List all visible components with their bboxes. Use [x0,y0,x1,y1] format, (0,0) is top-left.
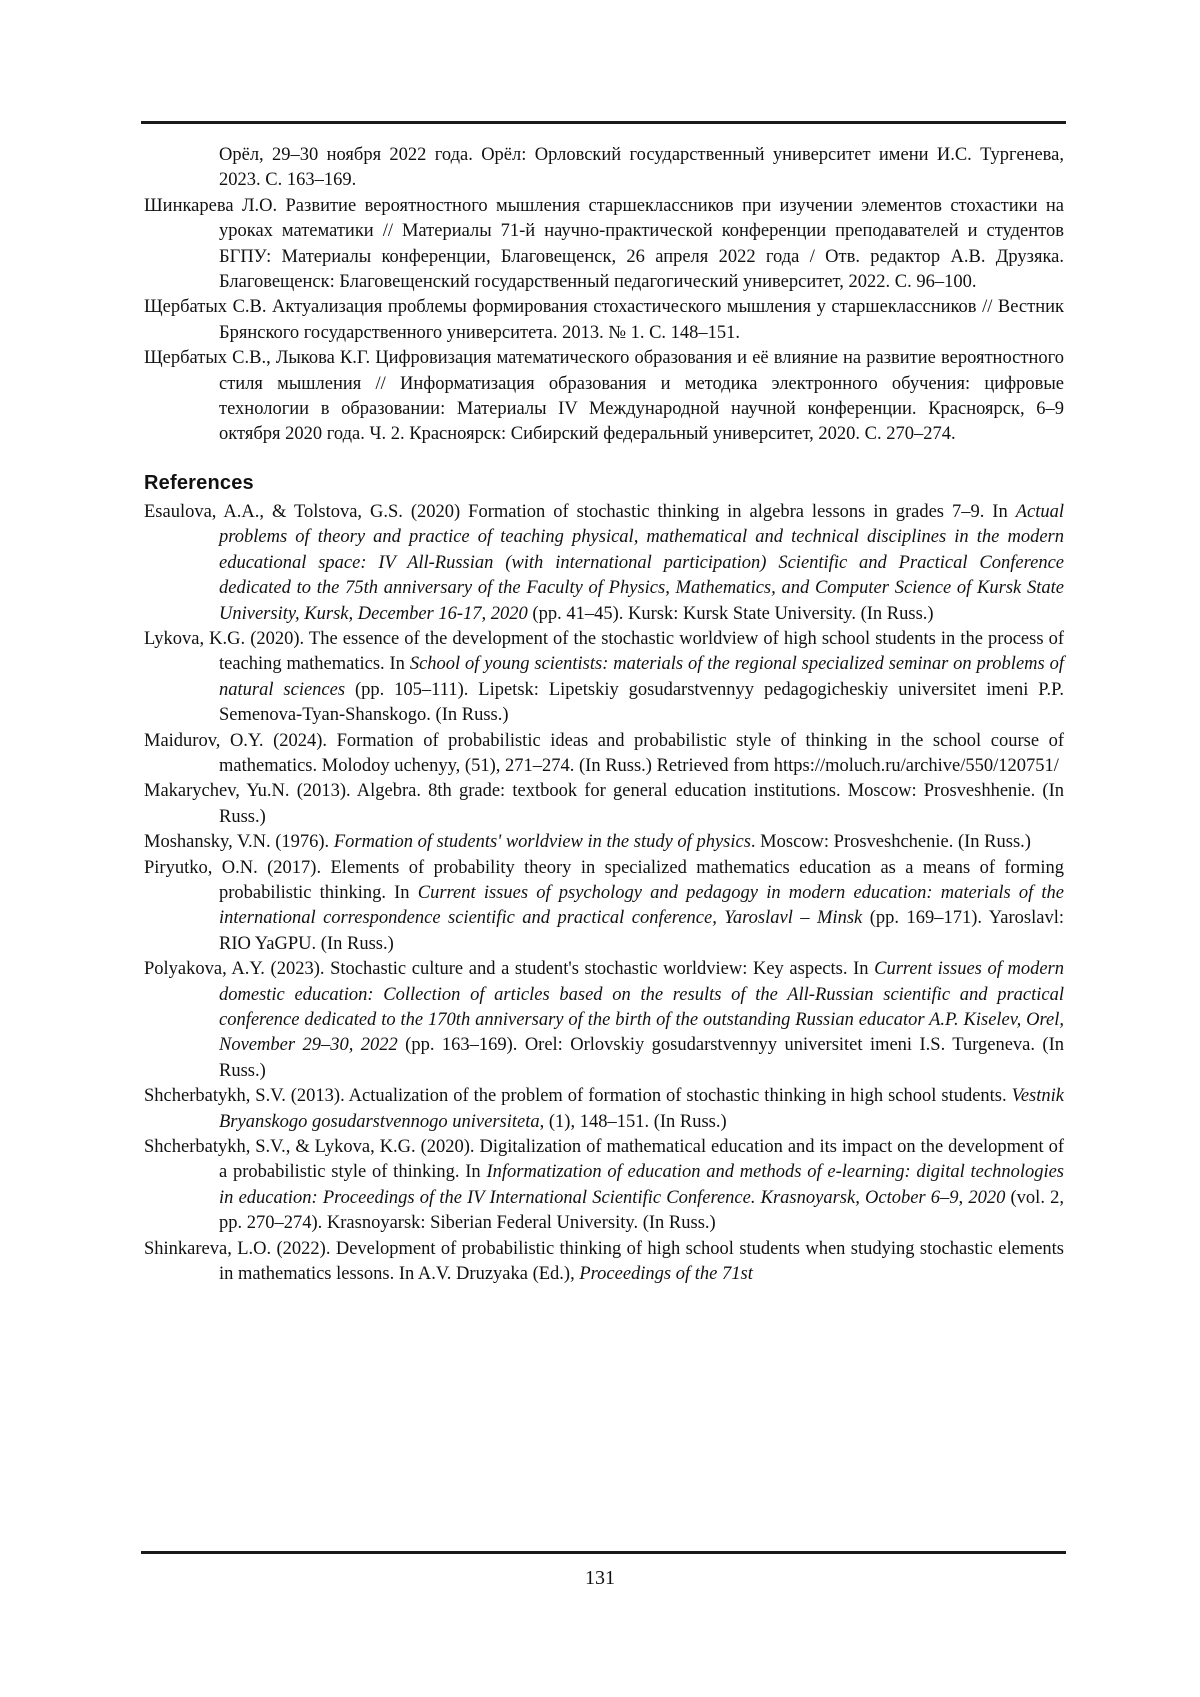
references-heading: References [144,472,1064,495]
reference-text: Орёл, 29–30 ноября 2022 года. Орёл: Орловский государственный университет имени И.С. Тургенева, 2023. С. 163–169. [219,145,1064,190]
reference-text: Shinkareva, L.O. (2022). Development of probabilistic thinking of high school students when studying stochastic elements in mathematics lessons. In A.V. Druzyaka (Ed.), [144,1239,1064,1284]
reference-text: . Moscow: Prosveshchenie. (In Russ.) [751,832,1031,852]
reference-text: Щербатых С.В. Актуализация проблемы формирования стохастического мышления у старшеклассников // Вестник Брянского государственного университета. 2013. № 1. С. 148–151. [144,297,1064,342]
russian-reference-list [144,143,1064,448]
reference-text: Esaulova, A.A., & Tolstova, G.S. (2020) Formation of stochastic thinking in algebra lessons in grades 7–9. In [144,502,1016,522]
reference-text: Shcherbatykh, S.V., & Lykova, K.G. (2020). Digitalization of mathematical education and its impact on the development of a probabilistic style of thinking. In [144,1137,1064,1182]
reference-text: , (1), 148–151. (In Russ.) [540,1112,727,1132]
reference-entry [144,1135,1064,1237]
reference-entry [144,957,1064,1084]
reference-title-italic: Current issues of psychology and pedagogy in modern education: materials of the international correspondence scientific and practical conference, Yaroslavl – Minsk [219,883,1064,928]
reference-title-italic: Actual problems of theory and practice of teaching physical, mathematical and technical disciplines in the modern educational space: IV All-Russian (with international participation) Scientific and Practical Conference dedicated to the 75th anniversary of the Faculty of Physics, Mathematics, and Computer Science of Kursk State University, Kursk, December 16-17, 2020 [219,502,1064,624]
reference-title-italic: Informatization of education and methods of e-learning: digital technologies in education: Proceedings of the IV International Scientific Conference. Krasnoyarsk, October 6–9, 2020 [219,1162,1064,1207]
reference-text: Shcherbatykh, S.V. (2013). Actualization of the problem of formation of stochastic thinking in high school students. [144,1086,1012,1106]
reference-entry [144,194,1064,296]
reference-title-italic: Vestnik Bryanskogo gosudarstvennogo universiteta [219,1086,1064,1131]
reference-entry [144,346,1064,448]
reference-entry [144,627,1064,729]
reference-entry [144,830,1064,855]
reference-title-italic: Current issues of modern domestic education: Collection of articles based on the results of the All-Russian scientific and practical conference dedicated to the 170th anniversary of the birth of the outstanding Russian educator A.P. Kiselev, Orel, November 29–30, 2022 [219,959,1064,1055]
reference-text: (vol. 2, pp. 270–274). Krasnoyarsk: Siberian Federal University. (In Russ.) [219,1188,1064,1233]
english-reference-list [144,500,1064,1288]
reference-title-italic: Proceedings of the 71st [579,1264,753,1284]
reference-text: Makarychev, Yu.N. (2013). Algebra. 8th grade: textbook for general education institutions. Moscow: Prosveshhenie. (In Russ.) [144,781,1064,826]
reference-text: Щербатых С.В., Лыкова К.Г. Цифровизация математического образования и её влияние на развитие вероятностного стиля мышления // Информатизация образования и методика электронного обучения: цифровые технологии в образовании: Материалы IV Международной научной конференции. Красноярск, 6–9 октября 2020 года. Ч. 2. Красноярск: Сибирский федеральный университет, 2020. С. 270–274. [144,348,1064,444]
header-rule [141,121,1066,124]
reference-entry [144,143,1064,194]
reference-entry [144,500,1064,627]
reference-text: Piryutko, O.N. (2017). Elements of probability theory in specialized mathematics education as a means of forming probabilistic thinking. In [144,858,1064,903]
page-content [144,143,1064,1287]
reference-text: (pp. 41–45). Kursk: Kursk State University. (In Russ.) [528,604,934,624]
reference-text: Шинкарева Л.О. Развитие вероятностного мышления старшеклассников при изучении элементов стохастики на уроках математики // Материалы 71-й научно-практической конференции преподавателей и студентов БГПУ: Материалы конференции, Благовещенск, 26 апреля 2022 года / Отв. редактор А.В. Друзяка. Благовещенск: Благовещенский государственный педагогический университет, 2022. С. 96–100. [144,196,1064,292]
reference-text: (pp. 105–111). Lipetsk: Lipetskiy gosudarstvennyy pedagogicheskiy universitet imeni P.P. Semenova-Tyan-Shanskogo. (In Russ.) [219,680,1064,725]
reference-text: (pp. 163–169). Orel: Orlovskiy gosudarstvennyy universitet imeni I.S. Turgeneva. (In Russ.) [219,1035,1064,1080]
reference-text: Maidurov, O.Y. (2024). Formation of probabilistic ideas and probabilistic style of thinking in the school course of mathematics. Molodoy uchenyy, (51), 271–274. (In Russ.) Retrieved from https://moluch.ru/archive/550/120751/ [144,731,1064,776]
reference-entry [144,729,1064,780]
reference-title-italic: School of young scientists: materials of the regional specialized seminar on problems of natural sciences [219,654,1064,699]
page-number: 131 [0,1567,1200,1590]
reference-entry [144,295,1064,346]
reference-text: (pp. 169–171). Yaroslavl: RIO YaGPU. (In Russ.) [219,908,1064,953]
reference-entry [144,779,1064,830]
reference-text: Moshansky, V.N. (1976). [144,832,334,852]
reference-entry [144,856,1064,958]
reference-entry [144,1084,1064,1135]
reference-title-italic: Formation of students' worldview in the study of physics [334,832,751,852]
reference-text: Polyakova, A.Y. (2023). Stochastic culture and a student's stochastic worldview: Key aspects. In [144,959,874,979]
footer-rule [141,1551,1066,1554]
reference-text: Lykova, K.G. (2020). The essence of the development of the stochastic worldview of high school students in the process of teaching mathematics. In [144,629,1064,674]
reference-entry [144,1237,1064,1288]
